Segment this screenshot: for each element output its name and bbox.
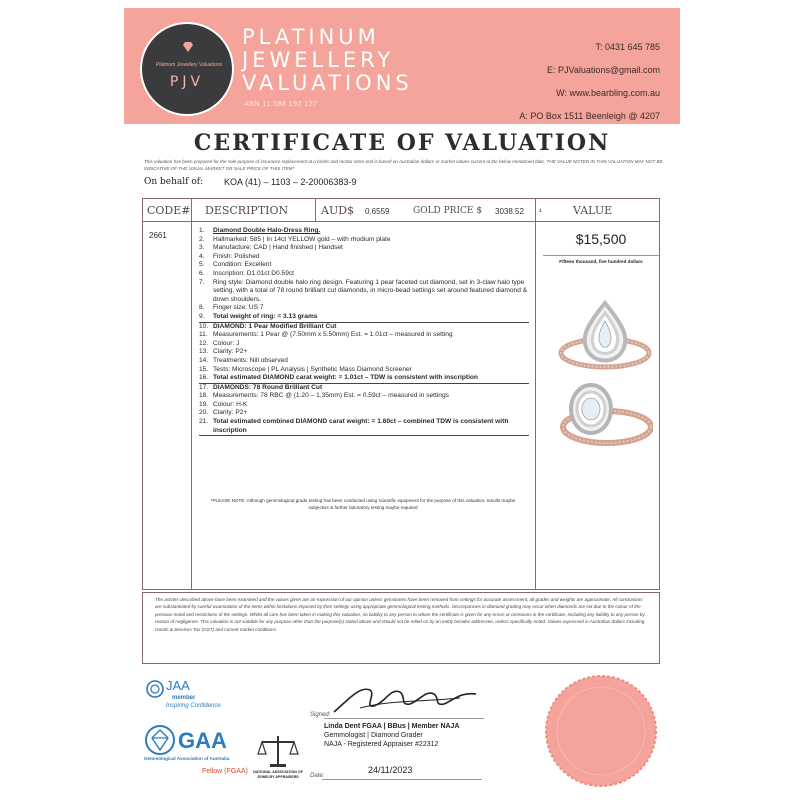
abn-number: ABN 11 588 192 127 <box>244 101 318 108</box>
on-behalf-value: KOA (41) – 1103 – 2-20006383-9 <box>224 177 357 187</box>
intro-text: This valuation has been prepared for the sole purpose of insurance replacement at a bricks and mortar store and is based on Australian dollars or market values current at the below mentioned date. THE VALUE NOTED IN THIS VALUATION MAY NOT BE INDICATIVE OF THE USUAL MARKET OR SALE PRICE OF THIS ITEM* <box>144 159 663 171</box>
address: A: PO Box 1511 Beenleigh @ 4207 <box>519 111 660 121</box>
code-header: CODE# <box>147 204 191 217</box>
aud-rate: 0.6559 <box>365 207 390 216</box>
email: E: PJValuations@gmail.com <box>546 65 660 75</box>
description-header: DESCRIPTION <box>205 204 289 217</box>
description-list <box>199 227 529 436</box>
signer-role: Gemmologist | Diamond Grader <box>324 732 423 739</box>
signer-registration: NAJA - Registered Appraiser #22312 <box>324 741 439 748</box>
list-item: 15. Tests: Microscope | PL Analysis | Synthetic Mass Diamond Screener <box>199 365 412 373</box>
valuation-words: Fifteen thousand, five hundred dollars <box>559 259 643 264</box>
list-item: 7. Ring style: Diamond double halo ring design. Featuring 1 pear faceted cut diamond, set in 3-claw halo type setting, with a total of 78 round brilliant cut diamonds, in micro-bead settings set around featured diamond & down shoulders. <box>199 278 528 303</box>
date-label: Date: <box>310 773 325 779</box>
item-code: 2661 <box>149 231 167 240</box>
jaa-emblem-icon <box>146 680 164 698</box>
header-banner <box>124 8 680 124</box>
diamond-icon <box>182 42 194 52</box>
list-item: 5. Condition: Excellent <box>199 261 272 269</box>
company-name: PLATINUM JEWELLERY VALUATIONS <box>242 25 413 95</box>
ring-side-image <box>557 377 653 461</box>
list-item: 12. Colour: J <box>199 339 240 347</box>
list-item: 19. Colour: H-K <box>199 400 248 408</box>
list-item: 8. Finger size: US 7 <box>199 304 264 312</box>
on-behalf-label: On behalf of: <box>144 177 204 187</box>
certificate-page <box>124 0 680 800</box>
contact-details <box>519 36 660 128</box>
signer-name: Linda Dent FGAA | BBus | Member NAJA <box>324 723 460 730</box>
logo-monogram: PJV <box>169 74 205 90</box>
testing-note: *PLEASE NOTE: Although gemmological grade testing has been conducted using scientific equipment for the purpose of this valuation, results maybe subjective & further laboratory testing maybe required <box>210 498 516 510</box>
list-item: 11. Measurements: 1 Pear @ (7.50mm x 5.50mm) Est. = 1.01ct – measured in setting <box>199 331 453 339</box>
list-item: 4. Finish: Polished <box>199 252 260 260</box>
list-item: 14. Treatments: Nill observed <box>199 356 288 364</box>
certificate-title: CERTIFICATE OF VALUATION <box>193 130 611 156</box>
signer-block <box>324 722 460 749</box>
header-marker: ¹ <box>539 207 542 216</box>
list-item: 16. Total estimated DIAMOND carat weight: = 1.01ct – TDW is consistent with inscription <box>199 374 529 384</box>
list-item: 20. Clarity: P2+ <box>199 409 248 417</box>
list-item: 6. Inscription: D1.01ct D0.59ct <box>199 269 294 277</box>
gold-header: GOLD PRICE $ <box>413 206 483 216</box>
signature <box>330 678 480 718</box>
list-item: 2. Hallmarked: 585 | In 14ct YELLOW gold – with rhodium plate <box>199 235 391 243</box>
list-item: 17. DIAMONDS: 78 Round Brilliant Cut <box>199 383 323 391</box>
gaa-logo: GAA Gemmological Association of Australia Fellow (FGAA) <box>144 724 176 761</box>
company-seal <box>544 674 658 788</box>
valuation-amount: $15,500 <box>575 231 627 247</box>
jaa-logo: JAA member Inspiring Confidence <box>146 680 164 703</box>
list-item: 18. Measurements: 78 RBC @ (1.20 – 1.35mm) Est. = 0.59ct – measured in settings <box>199 392 449 400</box>
list-item: 21. Total estimated combined DIAMOND carat weight: = 1.60ct – combined TDW is consistent with inscription <box>199 418 529 436</box>
valuation-table <box>142 198 660 590</box>
disclaimer: The articles described above have been examined and the values given are an expression of our opinion unless gemstones have been removed from settings for accurate assessment, all grades and weights are approximate. All conclusions are substantiated by careful examination of the items within limitations imposed by their settings using appropriate gemmological testing methods. Discrepancies in diamond grading may occur when diamonds are set due to the colour of the precious metal and restrictions of the settings. Whilst all care has been taken in making this valuation, no liability to any person to whom the certificate is given for any errors or omissions in the certificate, including any liability to any person by reason of negligence. This valuation is not suitable for any purpose other than the purpose(s) stated above and should not be relied on by an entity besides addressee, unless specifically noted. Values expressed in Australian dollars including Goods & Services Tax (GST) and current market conditions. <box>142 592 660 664</box>
gold-price: 3038.52 <box>495 207 524 216</box>
logo-tagline: Platinum Jewellery Valuations <box>155 62 223 68</box>
scales-icon <box>252 732 304 770</box>
signed-label: Signed: <box>310 712 331 718</box>
list-item: 10. DIAMOND: 1 Pear Modified Brilliant Cut <box>199 322 337 330</box>
gaa-emblem-icon <box>144 724 176 756</box>
valuation-date: 24/11/2023 <box>368 765 413 775</box>
value-header: VALUE <box>573 204 613 217</box>
phone: T: 0431 645 785 <box>595 42 660 52</box>
company-logo <box>140 22 234 116</box>
list-item: 1. Diamond Double Halo-Dress Ring. <box>199 227 321 234</box>
website: W: www.bearbling.com.au <box>556 88 660 98</box>
ring-front-image <box>557 295 653 379</box>
naja-logo: NATIONAL ASSOCIATION OF JEWELRY APPRAISERS <box>252 732 304 775</box>
list-item: 9. Total weight of ring: = 3.13 grams <box>199 313 529 323</box>
list-item: 3. Manufacture: CAD | Hand finished | Handset <box>199 244 343 252</box>
list-item: 13. Clarity: P2+ <box>199 348 248 356</box>
aud-header: AUD$ <box>321 204 355 217</box>
